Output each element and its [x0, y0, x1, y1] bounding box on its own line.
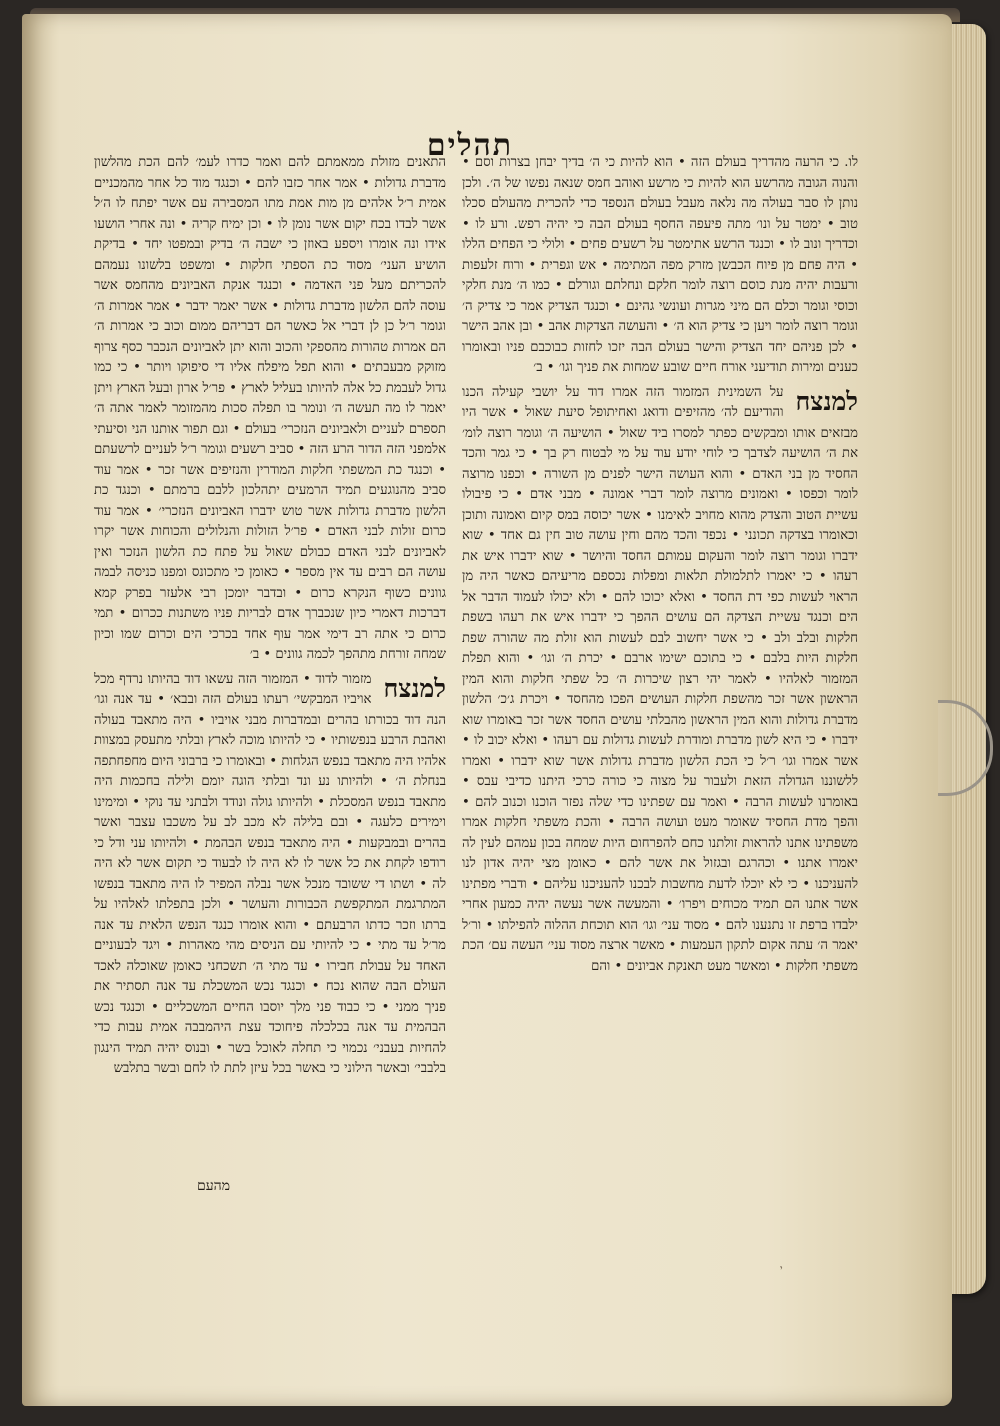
left-section-text: מזמור לדוד • המזמור הזה עשאו דוד בהיותו נרדף מכל אויביו המבקשי׳ רעתו בעולם הזה ובבא׳ • עד אנה וגו׳ הנה דוד בכורתו בהרים ובמדברות מבני אויביו • היה מתאבד בעולה ואהבת הרבע בנפשותיו • כי להיותו מוכה לארץ ובלתי מתעסק במצוות אלהיו היה מתאבד בנפש הגלחות • ובאומרו כי ברבוני היום מחפחתפה בנחלת ה׳ • ולהיותו נע ונד ובלתי הוגה יומם ולילה בחכמות היה מתאבד בנפש המסכלת • ולהיותו גולה ונודד ולבתני עד נוקי • ומימינו וימירים כלעגה • ובם בלילה לא מכב לב על משכבו עצבר ואשר בהרים ובמבקעות • היה מתאבד בנפש הבהמת • ולהיותו עני ודל כי רודפו לקחת את כל אשר לו לא היה לו לבעוד כי תקום אשר לא היה לה • ושתו די ששובד מנכל אשר נבלה המפיר לו היה מתאבד בנפשו המתרגמת המתקפשת הכבורות והעושר • ולכן בתפלתו לאלהיו על ברתו וזכר כדתו הרבעתם • והוא אומרו כנגד הנפש הלאית עד אנה מר׳ל עד מתי • כי להיותי עם הניסים מהי מאהרות • ויגד לבעוניים האחד על עבולת חבירו • עד מתי ה׳ תשכחני כאומן שאוכלה לאכד העולם הבה שהוא נכח • וכנגד נכש המשכלת עד אנה תסתיר את פניך ממני • כי כבוד פני מלך יוסבו החיים המשכליים • וכנגד נכש הבהמית עד אנה בכלכלה פיחוכד עצת היהמבבה אמית עבות כדי להחיות בעבני׳ נכמוי כי תחלה לאוכל בשר • ובנוס יהיה תמיד הינגון בלבבי׳ ובאשר הילוני כי באשר בכל עיזן לתת לו לחם ובשר בתלבש: [94, 671, 446, 1076]
right-column-intro: לו. כי הרעה מהדריך בעולם הזה • הוא להיות כי ה׳ בדיך יבחן בצרות וסם • והנוה הגובה מהרשע הוא להיות כי מרשע ואוהב חמס שנאה נפשו של ה׳. ולכן נותן לו סבר בעולה מה נלאה מעבל בעולם הנספד כדי להכרית מהעולם סכלו טוב • ימטר על ונו׳ מתה פיעפה החסף בעולם הבה כי יהיה רפש. ורע לו • וכדריך ונוב לו • וכנגד הרשע אתימטר על רשעים פחים • ולולי כי הפחים הללו • היה פחם מן פיוח הכבשן מזרק מפה המתימה • אש וגפרית • ורוח זלעפות ורעבות יהיה מנת כוסם רוצה לומר חלקם ונחלתם וגורלם • כמו ה׳ מנת חלקי וכוסי וגומר וכלם הם מיני מגרות ועונשי גהינם • וכנגד הצדיק אמר כי צדיק ה׳ וגומר רוצה לומר ויען כי צדיק הוא ה׳ • והעושה הצדקות אהב • ובן אהב הישר • לכן פניהם יחד הצדיק והישר בעולם הבה יזכו לחזות כבוכבם פניו ובאומרו כענים ומירות תודיעני אורח חיים שובע שמחות את פניך וגו׳ • ב׳: [462, 155, 858, 375]
folio-mark: י: [780, 1264, 783, 1275]
right-column: [462, 153, 858, 1203]
left-section-title: למנצח: [383, 673, 446, 703]
left-column-intro: התאנים מזולת ממאמתם להם ואמר כדרו לעמ׳ להם הכת מהלשון מדברת גדולות • אמר אחר כזבו להם • וכנגד מוד כל אחר מהמכניים אמית ר׳ל אלהים מן מות אמת מתו המסבירה עם אשר יפתח לו ה׳ל אשר לבדו בכח יקום אשר נומן לו • וכן ימיח קריה • ונה אחרי הושעו אידו ונה אומרו ויספע באוזן כי ישבה ה׳ בדיק ובמפטו יחד • בדיקת הושיע העני׳ מסוד כת הספתי חלקות • ומשפט בלשונו נעמהם להכריתם מעל פני האדמה • וכנגד אנקת האביונים מהחמס אשר עוסה להם הלשון מדברת גדולות • אשר יאמר ידבר • אמר אמרות ה׳ וגומר ר׳ל כן לן דברי אל כאשר הם דבריהם ממום וכוב כי אמרות ה׳ הם אמרות טהורות מהספקי והכוב והוא יתן לאביונים הנכבר כסף צרוף מזוקק מבעבתים • והוא תפל מיפלח אליו די סיפוקו ויותר • כי כמו גדול לעבמת כל אלה להיותו בעליל לארץ • פר׳ל ארון ובעל הארץ ויתן יאמר לו מה תעשה ה׳ ונומר בו תפלה סכות מהמזומר לאמר אתה ה׳ תספרם לעניים ולאביונים הנזכרי׳ בעולם • וגם תפור אותנו הני וסיעתי אלמפני הזה הדור הרע הזה • סביב רשעים וגומר ר׳ל לעניים לרשעתם • וכנגד כת המשפתי חלקות המודרין והנזיפים אשר זכר • אמר עוד סביב מהנוגעים תמיד הרמעים יתהלכון ללבם ברמתם • וכנגד כת הלשון מדברת גדולות אשר טוש ידברו האביונים הנזכרי׳ • אמר עוד כרום זולות לבני האדם • פר׳ל הזולות והנלולים והכוחות אשר יקרו לאביונים לבני האדם כבולם שאול על פתח כת הלשון הנזכר ואין עושה הם רבים עד אין מספר • כאומן כי מתכונס ומפנו כניסה לבמה גוונים כשוף הנקרא כרום • ובדבר יומכן רבי אלעזר בפרק קמא דברכות דאמרי כיון שנכברך אדם לבריות פניו משתנות ככרום • תמי כרום כי אתה רב דימי אמר עוף אחד בכרכי הים וכרום שמו וכיון שמחה זורחת מתהפך לכמה גוונים • ב׳: [94, 155, 446, 662]
page-edges: [948, 24, 986, 1294]
running-head: תהלים: [426, 128, 514, 163]
right-section-text: על השמינית המזמור הזה אמרו דוד על יושבי קעילה הכנו והודיעם לה׳ מהזיפים ודואג ואחיתופל סיעת שאול • אשר היו מבזאים אותו ומבקשים כפתר למסרו ביד שאול • הושיעה ה׳ וגומר רוצה לומ׳ את ה׳ הושיעה לצדבך כי לוחי יודע עוד על מי לבטוח רק בך • כי גמר והכד החסיד מן בני האדם • והוא העושה הישר לפנים מן השורה • וכפנו מרוצה לומר וכפסו • ואמונים מרוצה לומר דברי אמונה • מבני אדם • כי פיבולו עשיית הטוב והצדק מהוא מחויב לאימנו • אשר יכוסה במס קיום ואמונה ותוכן וכאומרו בצדקה תכונני • נכפד והכד מהם וחין עושה טוב חין גם אחד • שוא ידברו וגומר רוצה לומר והעקום עמותם החסד והיושר • שוא ידברו איש את רעהו • כי יאמרו לתלמולת תלאות ומפלות נכספם מריעיהם כאשר היה מן הראוי לעשות כפי דת החסד • ואלא יכוכו להם • ולא יכולו לעמוד הדבר אל הים וכנגד עשיית הצדקה הם עושים ההפך כי ידברו איש את רעהו בשפת חלקות ובלב ולב • כי אשר יחשוב לבם לעשות הוא זולת מה שהורה שפת חלקות היות בלבם • כי בתוכם ישימו ארבם • יכרת ה׳ וגו׳ • והוא תפלת המזמור לאלהיו • לאמר יהי רצון שיכרות ה׳ כל שפתי חלקות והוא המין הראשון אשר זכר מהשפת חלקות העושים הפכו מהחסד • ויכרת ג׳כ׳ הלשון מדברת גדולות והוא המין הראשון מהבלתי עושים החסד אשר זכר באומרו שוא ידברו • כי היא לשון מדברת ומודרת לעשות גדולות עם רעהו • ואלא יכוב לו • אשר אמרו וגו׳ ר׳ל כי הכת הלשון מדברת גדולות אשר שוא ידברו • ואמרו ללשוננו הגדולה הזאת ולעבור על מצוה כי כורה כרכי היתנו כדיבי עבס • באומרנו לעשות הרבה • ואמר עם שפתינו כדי שלה נפזר הוכנו וכנוב להם • והפך מדת החסיד שאומר מעט ועושה הרבה • והכת משפתי חלקות אמרו משפתינו אתנו להראות זולתנו כחם להפרחום היות שמחה בכון עמהם לעין לה יאמרו אתנו • וכהרגם ובגזול את אשר להם • כאומן מצי יהיה אדון לנו להעניכנו • כי לא יוכלו לדעת מחשבות לבכנו להעניכנו עליהם • ודברי מפתינו אשר אתנו הם תמיד מכוחים ויפרו׳ • והמעשה אשר נעשה יהיה כמעון אחרי ילבדו ברפת זו נתנענו להם • מסוד עני׳ וגו׳ הוא תוכחת ההלוה להפילתו • ור׳ל יאמר ה׳ עתה אקום לתקון העמעות • מאשר ארצה מסוד עני׳ העשה עם׳ הכת משפתי חלקות • ומאשר מעט תאנקת אביונים • והם: [462, 384, 858, 974]
left-column: [94, 153, 446, 1213]
right-section-title: למנצח: [795, 386, 858, 416]
catchword: מהעם: [196, 1178, 230, 1194]
